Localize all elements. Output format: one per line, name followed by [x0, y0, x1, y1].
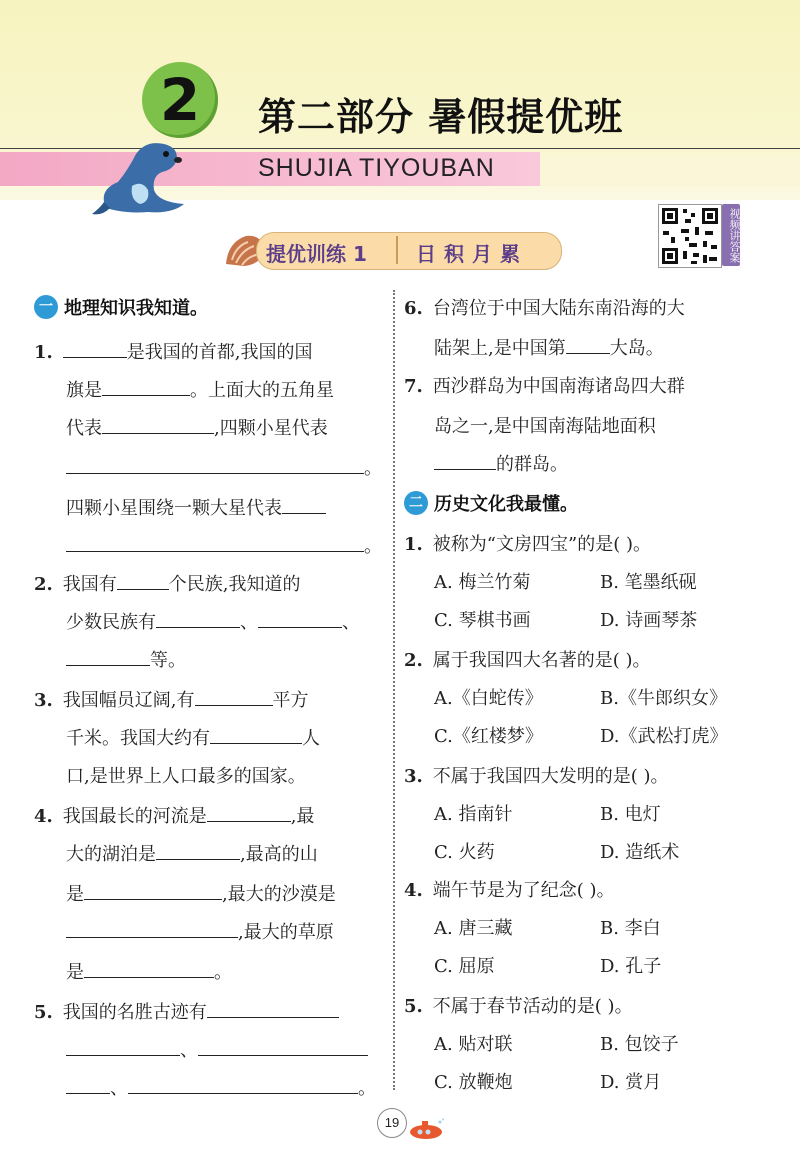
option-c[interactable]: C. 琴棋书画	[434, 610, 531, 631]
option-c[interactable]: C. 屈原	[434, 956, 495, 977]
question-4-line-3	[66, 880, 336, 906]
answer-blank[interactable]	[66, 533, 364, 552]
question-number: 2.	[34, 574, 53, 595]
question-number: 3.	[34, 690, 53, 711]
section-heading-history	[404, 490, 578, 516]
question-stem: 被称为“文房四宝”的是( )。	[432, 534, 651, 555]
option-b[interactable]: B. 包饺子	[600, 1034, 679, 1055]
question-text: 旗是	[66, 380, 102, 401]
mc-question-5	[404, 992, 633, 1018]
question-7-line-2	[434, 412, 656, 438]
question-3-line-2	[66, 724, 320, 750]
question-text: 的群岛。	[496, 454, 568, 475]
option-b[interactable]: B. 电灯	[600, 804, 661, 825]
answer-blank[interactable]	[84, 959, 214, 978]
answer-blank[interactable]	[207, 803, 291, 822]
question-3-line-3	[66, 762, 306, 788]
question-text: 人	[302, 728, 320, 749]
question-text: 、	[180, 1040, 198, 1061]
question-number: 2.	[404, 650, 423, 671]
qr-code[interactable]	[658, 204, 722, 268]
question-5-line-2	[66, 1036, 368, 1062]
answer-blank[interactable]	[117, 571, 169, 590]
answer-blank[interactable]	[66, 647, 150, 666]
column-divider	[393, 290, 395, 1090]
question-number: 3.	[404, 766, 423, 787]
question-number: 5.	[404, 996, 423, 1017]
question-2-line-2	[66, 608, 360, 634]
question-number: 4.	[34, 806, 53, 827]
question-stem: 端午节是为了纪念( )。	[432, 880, 615, 901]
question-text: 我国幅员辽阔,有	[62, 690, 195, 711]
question-number: 7.	[404, 376, 423, 397]
answer-blank[interactable]	[195, 687, 273, 706]
option-d[interactable]: D. 赏月	[600, 1072, 662, 1093]
answer-blank[interactable]	[198, 1037, 368, 1056]
section-title: 历史文化我最懂。	[434, 494, 578, 515]
question-text: ,最大的草原	[238, 922, 334, 943]
question-1-line-3	[66, 414, 328, 440]
question-5	[34, 998, 339, 1024]
subtitle-band-right	[540, 158, 800, 186]
page-number: 19	[377, 1108, 407, 1138]
option-c[interactable]: C. 火药	[434, 842, 495, 863]
question-text: 是我国的首都,我国的国	[126, 342, 313, 363]
question-2	[34, 570, 301, 596]
answer-blank[interactable]	[282, 495, 326, 514]
answer-blank[interactable]	[258, 609, 342, 628]
question-text: 大岛。	[609, 338, 664, 359]
option-d[interactable]: D. 诗画琴茶	[600, 610, 698, 631]
question-5-line-3	[66, 1074, 376, 1100]
answer-blank[interactable]	[434, 451, 496, 470]
question-1-line-4	[66, 454, 382, 480]
submarine-icon	[406, 1118, 446, 1140]
section-badge: 一	[34, 295, 58, 319]
question-text: 个民族,我知道的	[168, 574, 301, 595]
question-text: 。	[364, 458, 382, 479]
answer-blank[interactable]	[566, 335, 610, 354]
option-b[interactable]: B. 笔墨纸砚	[600, 572, 697, 593]
question-text: 口,是世界上人口最多的国家。	[66, 766, 306, 787]
question-number: 1.	[34, 342, 53, 363]
question-1-line-2	[66, 376, 334, 402]
answer-blank[interactable]	[102, 377, 190, 396]
question-text: ,最高的山	[240, 844, 318, 865]
question-text: 西沙群岛为中国南海诸岛四大群	[432, 376, 685, 397]
part-title: 第二部分 暑假提优班	[258, 95, 624, 139]
question-text: 千米。我国大约有	[66, 728, 210, 749]
question-6-line-2	[434, 334, 664, 360]
question-text: 。上面大的五角星	[190, 380, 334, 401]
question-text: 大的湖泊是	[66, 844, 156, 865]
answer-blank[interactable]	[128, 1075, 358, 1094]
option-a[interactable]: A. 贴对联	[434, 1034, 513, 1055]
question-3	[34, 686, 309, 712]
question-stem: 不属于我国四大发明的是( )。	[432, 766, 669, 787]
question-text: 陆架上,是中国第	[434, 338, 566, 359]
question-text: ,最	[290, 806, 315, 827]
option-c[interactable]: C.《红楼梦》	[434, 726, 543, 747]
question-1-line-5	[66, 494, 326, 520]
mc-question-2	[404, 646, 651, 672]
question-stem: 属于我国四大名著的是( )。	[432, 650, 651, 671]
option-d[interactable]: D. 造纸术	[600, 842, 680, 863]
answer-blank[interactable]	[102, 415, 214, 434]
part-subtitle: SHUJIA TIYOUBAN	[258, 154, 495, 182]
option-c[interactable]: C. 放鞭炮	[434, 1072, 513, 1093]
option-b[interactable]: B.《牛郎织女》	[600, 688, 727, 709]
option-a[interactable]: A. 唐三藏	[434, 918, 513, 939]
question-7	[404, 372, 685, 398]
section-title: 地理知识我知道。	[64, 298, 208, 319]
option-a[interactable]: A. 梅兰竹菊	[434, 572, 531, 593]
question-number: 1.	[404, 534, 423, 555]
question-text: 。	[214, 962, 232, 983]
question-text: 台湾位于中国大陆东南沿海的大	[432, 298, 685, 319]
section-badge: 二	[404, 491, 428, 515]
question-text: 四颗小星围绕一颗大星代表	[66, 498, 282, 519]
question-text: 等。	[150, 650, 186, 671]
question-4	[34, 802, 315, 828]
question-text: 是	[66, 884, 84, 905]
option-d[interactable]: D.《武松打虎》	[600, 726, 728, 747]
question-1	[34, 338, 313, 364]
question-text: 、	[110, 1078, 128, 1099]
question-text: 我国有	[62, 574, 117, 595]
qr-caption: 视频讲答案	[722, 204, 740, 266]
answer-blank[interactable]	[66, 919, 238, 938]
question-4-line-5	[66, 958, 232, 984]
answer-blank[interactable]	[207, 999, 339, 1018]
answer-blank[interactable]	[63, 339, 127, 358]
question-stem: 不属于春节活动的是( )。	[432, 996, 633, 1017]
mc-question-4	[404, 876, 615, 902]
option-b[interactable]: B. 李白	[600, 918, 661, 939]
question-text: 我国最长的河流是	[62, 806, 207, 827]
answer-blank[interactable]	[156, 609, 240, 628]
answer-blank[interactable]	[156, 841, 240, 860]
question-2-line-3	[66, 646, 186, 672]
question-7-line-3	[434, 450, 568, 476]
lesson-title: 日积月累	[416, 242, 528, 266]
section-heading-geography	[34, 294, 208, 320]
question-text: 。	[358, 1078, 376, 1099]
question-text: ,四颗小星代表	[214, 418, 328, 439]
option-a[interactable]: A. 指南针	[434, 804, 513, 825]
question-text: 我国的名胜古迹有	[62, 1002, 207, 1023]
option-d[interactable]: D. 孔子	[600, 956, 662, 977]
question-6	[404, 294, 685, 320]
question-number: 6.	[404, 298, 423, 319]
answer-blank[interactable]	[84, 881, 222, 900]
seal-mascot-icon	[88, 130, 198, 220]
answer-blank[interactable]	[210, 725, 302, 744]
question-text: 岛之一,是中国南海陆地面积	[434, 416, 656, 437]
mc-question-3	[404, 762, 669, 788]
answer-blank[interactable]	[66, 1037, 180, 1056]
question-text: 是	[66, 962, 84, 983]
question-text: ,最大的沙漠是	[222, 884, 336, 905]
answer-blank[interactable]	[66, 1075, 110, 1094]
question-4-line-4	[66, 918, 334, 944]
question-text: 少数民族有	[66, 612, 156, 633]
part-number-badge: 2	[142, 62, 218, 138]
answer-blank[interactable]	[66, 455, 364, 474]
mc-question-1	[404, 530, 651, 556]
question-1-line-6	[66, 532, 382, 558]
lesson-label: 提优训练 1	[266, 242, 367, 266]
question-text: 。	[364, 536, 382, 557]
question-number: 4.	[404, 880, 423, 901]
lesson-divider	[396, 236, 398, 264]
qr-code-icon	[659, 205, 721, 267]
question-number: 5.	[34, 1002, 53, 1023]
question-text: 、	[342, 612, 360, 633]
question-4-line-2	[66, 840, 318, 866]
question-text: 平方	[272, 690, 309, 711]
option-a[interactable]: A.《白蛇传》	[434, 688, 543, 709]
question-text: 、	[240, 612, 258, 633]
question-text: 代表	[66, 418, 102, 439]
